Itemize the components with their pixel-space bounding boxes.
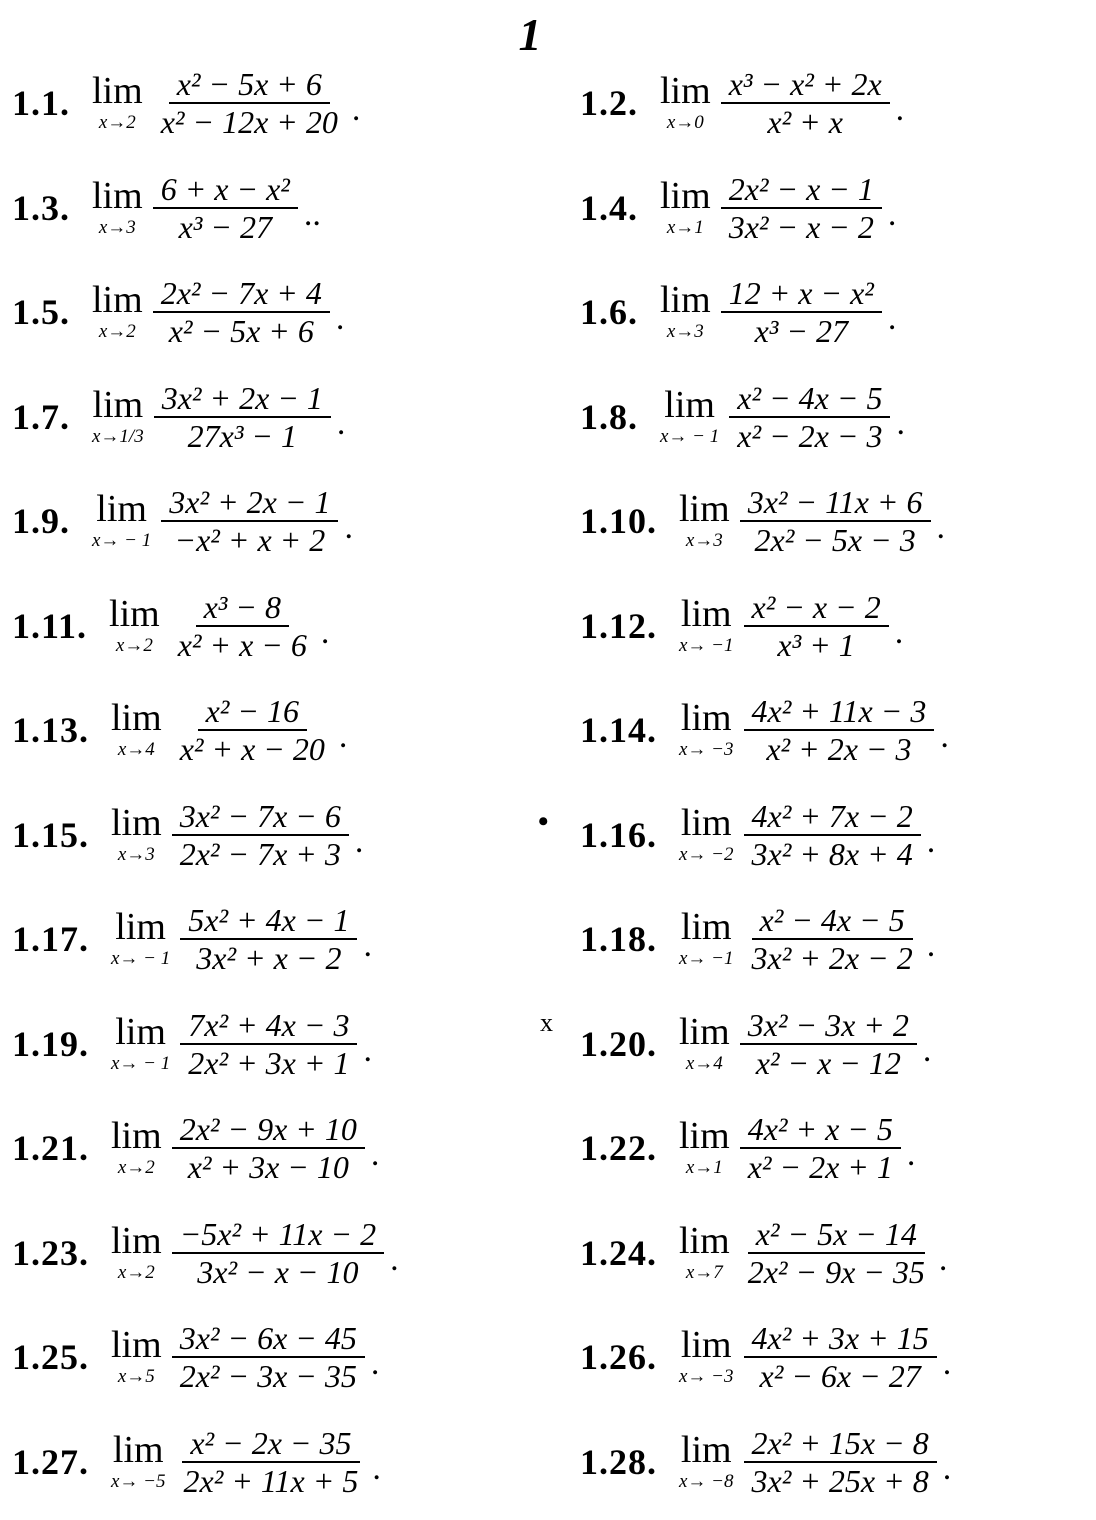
end-punctuation: . — [351, 91, 361, 128]
problem-number: 1.28. — [580, 1441, 657, 1482]
denominator: 2x² + 3x + 1 — [188, 1044, 350, 1081]
limit-operator — [92, 72, 143, 134]
problem-number: 1.26. — [580, 1337, 657, 1377]
numerator: 7x² + 4x − 3 — [180, 1007, 357, 1045]
denominator: −x² + x + 2 — [174, 522, 326, 558]
problem-number: 1.7. — [12, 396, 70, 437]
denominator: x³ − 27 — [754, 313, 848, 349]
problem-1-3 — [12, 163, 321, 253]
limit-subscript: x→ − 1 — [92, 530, 152, 551]
problem-1-2 — [580, 58, 904, 148]
limit-subscript: x→ − 1 — [111, 948, 171, 969]
end-punctuation: . — [940, 718, 949, 755]
problem-1-28 — [580, 1417, 951, 1507]
problem-number: 1.10. — [580, 501, 657, 541]
problem-1-27 — [12, 1417, 381, 1507]
end-punctuation: . — [363, 1031, 372, 1069]
fraction — [721, 171, 882, 245]
problem-1-8 — [580, 372, 905, 462]
limit-operator — [109, 592, 160, 657]
lim-symbol: lim — [679, 1115, 730, 1157]
problem-number: 1.23. — [12, 1232, 89, 1273]
fraction — [180, 1007, 357, 1081]
fraction — [744, 1425, 937, 1499]
limit-operator — [92, 281, 143, 343]
limit-subscript: x→0 — [666, 112, 704, 133]
problem-1-21 — [12, 1103, 379, 1193]
lim-symbol: lim — [680, 1324, 732, 1366]
fraction — [721, 66, 890, 140]
fraction — [721, 275, 882, 349]
lim-symbol: lim — [92, 383, 144, 426]
lim-symbol: lim — [680, 801, 732, 844]
problem-number: 1.5. — [12, 292, 70, 332]
end-punctuation: . — [894, 613, 904, 651]
numerator: x³ − 8 — [196, 589, 289, 627]
denominator: 3x² + 25x + 8 — [751, 1462, 929, 1499]
limit-subscript: x→1/3 — [92, 425, 144, 447]
limit-subscript: x→4 — [117, 739, 155, 760]
numerator: x² − 5x + 6 — [169, 66, 330, 104]
numerator: x³ − x² + 2x — [721, 66, 890, 104]
numerator: x² − 4x − 5 — [752, 902, 913, 940]
denominator: x² + x − 20 — [179, 731, 325, 767]
denominator: x² + x — [767, 104, 843, 140]
fraction — [744, 589, 889, 663]
limit-operator — [660, 174, 711, 239]
denominator: x³ + 1 — [777, 626, 855, 663]
numerator: 2x² − x − 1 — [721, 171, 882, 209]
limit-operator — [660, 72, 711, 134]
problem-number: 1.2. — [580, 83, 638, 123]
lim-symbol: lim — [664, 383, 715, 426]
end-punctuation: . — [363, 927, 372, 964]
problem-1-11 — [12, 581, 329, 671]
lim-symbol: lim — [679, 1219, 730, 1262]
limit-operator — [679, 1117, 730, 1179]
lim-symbol: lim — [680, 697, 732, 739]
problem-number: 1.6. — [580, 292, 638, 332]
problem-number: 1.21. — [12, 1128, 89, 1168]
problem-1-14 — [580, 685, 949, 775]
limit-subscript: x→3 — [98, 216, 136, 238]
limit-subscript: x→2 — [117, 1261, 155, 1283]
problem-number: 1.15. — [12, 814, 89, 855]
limit-subscript: x→7 — [685, 1261, 723, 1283]
limit-operator — [679, 699, 734, 761]
limit-subscript: x→3 — [685, 530, 723, 551]
end-punctuation: . — [370, 1345, 380, 1382]
denominator: 27x³ − 1 — [187, 417, 297, 454]
limit-subscript: x→2 — [98, 112, 136, 133]
numerator: 6 + x − x² — [153, 171, 298, 209]
lim-symbol: lim — [92, 70, 143, 112]
end-punctuation: .. — [303, 195, 321, 233]
fraction — [153, 275, 330, 349]
numerator: 3x² + 2x − 1 — [154, 380, 331, 418]
problem-number: 1.18. — [580, 919, 657, 959]
fraction — [744, 902, 921, 976]
fraction — [744, 798, 921, 872]
problem-1-16 — [580, 790, 935, 880]
fraction — [161, 484, 338, 558]
lim-symbol: lim — [660, 279, 711, 321]
limit-subscript: x→ −5 — [111, 1470, 166, 1492]
fraction — [729, 380, 890, 454]
limit-subscript: x→3 — [117, 843, 155, 865]
fraction — [153, 171, 298, 245]
numerator: x² − 4x − 5 — [729, 380, 890, 418]
lim-symbol: lim — [680, 1428, 732, 1471]
numerator: x² − 16 — [198, 693, 307, 731]
limit-subscript: x→ − 1 — [111, 1052, 171, 1074]
limit-operator — [679, 1326, 734, 1388]
denominator: x² − 6x − 27 — [759, 1358, 921, 1394]
fraction — [740, 1007, 917, 1081]
numerator: 2x² − 7x + 4 — [153, 275, 330, 313]
limit-operator — [111, 801, 162, 866]
problem-number: 1.20. — [580, 1023, 657, 1064]
lim-symbol: lim — [109, 592, 160, 635]
limit-operator — [679, 592, 734, 657]
problem-1-5 — [12, 267, 344, 357]
lim-symbol: lim — [680, 592, 732, 635]
problem-1-10 — [580, 476, 945, 566]
problem-number: 1.24. — [580, 1232, 657, 1273]
problem-1-26 — [580, 1312, 951, 1402]
denominator: 2x² − 3x − 35 — [179, 1358, 357, 1394]
denominator: x² − x − 12 — [755, 1044, 901, 1081]
problem-number: 1.27. — [12, 1441, 89, 1482]
fraction — [172, 693, 333, 767]
limit-subscript: x→ −8 — [679, 1470, 734, 1492]
lim-symbol: lim — [111, 801, 162, 844]
problem-1-9 — [12, 476, 353, 566]
limit-subscript: x→ − 1 — [660, 425, 720, 447]
fraction — [744, 693, 935, 767]
numerator: 3x² + 2x − 1 — [161, 484, 338, 522]
problem-number: 1.17. — [12, 919, 89, 959]
denominator: 3x² + 2x − 2 — [751, 940, 913, 976]
numerator: 4x² + 11x − 3 — [744, 693, 935, 731]
denominator: 2x² − 5x − 3 — [754, 522, 916, 558]
limit-operator — [92, 490, 151, 552]
problem-number: 1.3. — [12, 187, 70, 228]
lim-symbol: lim — [111, 1115, 162, 1157]
numerator: 3x² − 6x − 45 — [172, 1320, 365, 1358]
limit-subscript: x→ −3 — [679, 739, 734, 760]
problem-1-19 — [12, 999, 372, 1089]
lim-symbol: lim — [679, 488, 730, 530]
denominator: x³ − 27 — [178, 208, 272, 245]
fraction — [176, 1425, 367, 1499]
denominator: x² − 2x − 3 — [737, 417, 883, 454]
problem-1-7 — [12, 372, 345, 462]
limit-operator — [111, 908, 170, 970]
limit-subscript: x→4 — [685, 1052, 723, 1074]
limit-subscript: x→ −3 — [679, 1366, 734, 1387]
limit-operator — [111, 1010, 171, 1075]
limit-operator — [111, 1117, 162, 1179]
limit-subscript: x→2 — [98, 321, 136, 342]
limit-subscript: x→ −1 — [679, 948, 734, 969]
limit-subscript: x→3 — [666, 321, 704, 342]
numerator: 3x² − 3x + 2 — [740, 1007, 917, 1045]
fraction — [740, 1216, 933, 1290]
problem-number: 1.22. — [580, 1128, 657, 1168]
lim-symbol: lim — [111, 1324, 162, 1366]
limit-subscript: x→5 — [117, 1366, 155, 1387]
end-punctuation: . — [906, 1136, 916, 1173]
fraction — [740, 484, 931, 558]
end-punctuation: . — [938, 1240, 948, 1278]
problem-number: 1.8. — [580, 396, 638, 437]
end-punctuation: . — [370, 1136, 380, 1173]
limit-operator — [660, 383, 720, 448]
end-punctuation: . — [390, 1240, 399, 1278]
end-punctuation: . — [336, 404, 346, 442]
denominator: x² + x − 6 — [177, 626, 307, 663]
lim-symbol: lim — [92, 174, 143, 217]
denominator: 3x² − x − 10 — [197, 1253, 359, 1290]
numerator: x² − 5x − 14 — [748, 1216, 925, 1254]
problem-number: 1.9. — [12, 501, 70, 541]
limit-operator — [111, 1428, 166, 1493]
numerator: 3x² − 11x + 6 — [740, 484, 931, 522]
end-punctuation: . — [338, 718, 348, 755]
limit-operator — [679, 1219, 730, 1284]
fraction — [740, 1111, 901, 1185]
limit-operator — [111, 1326, 162, 1388]
end-punctuation: . — [895, 91, 905, 128]
denominator: 3x² + 8x + 4 — [751, 835, 913, 872]
problem-1-1 — [12, 58, 360, 148]
fraction — [180, 902, 357, 976]
problem-1-22 — [580, 1103, 915, 1193]
denominator: 3x² + x − 2 — [196, 940, 342, 976]
numerator: 4x² + 3x + 15 — [744, 1320, 937, 1358]
lim-symbol: lim — [111, 1219, 162, 1262]
limit-operator — [92, 174, 143, 239]
numerator: x² − x − 2 — [744, 589, 889, 627]
lim-symbol: lim — [115, 906, 166, 948]
end-punctuation: . — [372, 1449, 381, 1487]
problem-number: 1.12. — [580, 605, 657, 646]
limit-subscript: x→ −2 — [679, 843, 734, 865]
limit-operator — [679, 490, 730, 552]
problem-1-25 — [12, 1312, 379, 1402]
margin-bullet-mark: • — [538, 805, 549, 838]
limit-operator — [660, 281, 711, 343]
fraction — [172, 1216, 384, 1290]
limit-operator — [679, 908, 734, 970]
problem-number: 1.14. — [580, 710, 657, 750]
lim-symbol: lim — [92, 279, 143, 321]
end-punctuation: . — [887, 195, 897, 233]
lim-symbol: lim — [680, 906, 732, 948]
problem-1-15 — [12, 790, 363, 880]
limit-operator — [111, 1219, 162, 1284]
fraction — [172, 1111, 365, 1185]
limit-operator — [92, 383, 144, 448]
numerator: 5x² + 4x − 1 — [180, 902, 357, 940]
end-punctuation: . — [344, 509, 353, 546]
denominator: x² + 3x − 10 — [187, 1149, 349, 1185]
limit-operator — [111, 699, 162, 761]
end-punctuation: . — [887, 300, 897, 337]
end-punctuation: . — [942, 1449, 952, 1487]
limit-subscript: x→ −1 — [679, 634, 734, 656]
problem-number: 1.13. — [12, 710, 89, 750]
lim-symbol: lim — [112, 1428, 164, 1471]
limit-operator — [679, 1428, 734, 1493]
end-punctuation: . — [936, 509, 945, 546]
problem-number: 1.16. — [580, 814, 657, 855]
page-number: 1 — [518, 9, 542, 60]
problem-1-24 — [580, 1208, 947, 1298]
numerator: x² − 2x − 35 — [182, 1425, 359, 1463]
lim-symbol: lim — [111, 697, 162, 739]
problem-1-13 — [12, 685, 347, 775]
fraction — [172, 798, 349, 872]
problem-number: 1.25. — [12, 1337, 89, 1377]
numerator: 12 + x − x² — [721, 275, 882, 313]
limit-operator — [679, 801, 734, 866]
lim-symbol: lim — [660, 70, 711, 112]
problem-number: 1.11. — [12, 605, 88, 646]
fraction — [153, 66, 346, 140]
denominator: x² − 5x + 6 — [168, 313, 314, 349]
limit-subscript: x→2 — [115, 634, 153, 656]
limit-operator — [679, 1010, 730, 1075]
problem-1-23 — [12, 1208, 399, 1298]
problem-1-12 — [580, 581, 903, 671]
lim-symbol: lim — [115, 1010, 166, 1053]
end-punctuation: . — [335, 300, 345, 337]
denominator: 3x² − x − 2 — [728, 208, 874, 245]
problem-number: 1.4. — [580, 187, 638, 228]
fraction — [170, 589, 315, 663]
denominator: x² + 2x − 3 — [766, 731, 912, 767]
denominator: 2x² + 11x + 5 — [183, 1462, 359, 1499]
numerator: −5x² + 11x − 2 — [172, 1216, 384, 1254]
denominator: x² − 2x + 1 — [747, 1149, 893, 1185]
lim-symbol: lim — [660, 174, 711, 217]
problem-1-17 — [12, 894, 372, 984]
numerator: 2x² − 9x + 10 — [172, 1111, 365, 1149]
problem-1-6 — [580, 267, 896, 357]
fraction — [154, 380, 331, 454]
fraction — [744, 1320, 937, 1394]
limit-subscript: x→1 — [685, 1157, 723, 1178]
limit-subscript: x→1 — [666, 216, 704, 238]
end-punctuation: . — [942, 1345, 952, 1382]
problem-number: 1.1. — [12, 83, 70, 123]
fraction — [172, 1320, 365, 1394]
end-punctuation: . — [896, 404, 905, 442]
problem-1-20 — [580, 999, 931, 1089]
numerator: 4x² + 7x − 2 — [744, 798, 921, 836]
numerator: 2x² + 15x − 8 — [744, 1425, 937, 1463]
end-punctuation: . — [354, 822, 364, 860]
denominator: 2x² − 7x + 3 — [179, 835, 341, 872]
lim-symbol: lim — [96, 488, 147, 530]
numerator: 4x² + x − 5 — [740, 1111, 901, 1149]
limit-subscript: x→2 — [117, 1157, 155, 1178]
lim-symbol: lim — [679, 1010, 730, 1053]
denominator: 2x² − 9x − 35 — [747, 1253, 925, 1290]
margin-x-mark: x — [540, 1008, 553, 1037]
end-punctuation: . — [320, 613, 330, 651]
end-punctuation: . — [922, 1031, 932, 1069]
end-punctuation: . — [926, 822, 936, 860]
problem-1-4 — [580, 163, 896, 253]
end-punctuation: . — [926, 927, 936, 964]
problem-number: 1.19. — [12, 1023, 89, 1064]
numerator: 3x² − 7x − 6 — [172, 798, 349, 836]
denominator: x² − 12x + 20 — [160, 104, 338, 140]
problem-1-18 — [580, 894, 935, 984]
